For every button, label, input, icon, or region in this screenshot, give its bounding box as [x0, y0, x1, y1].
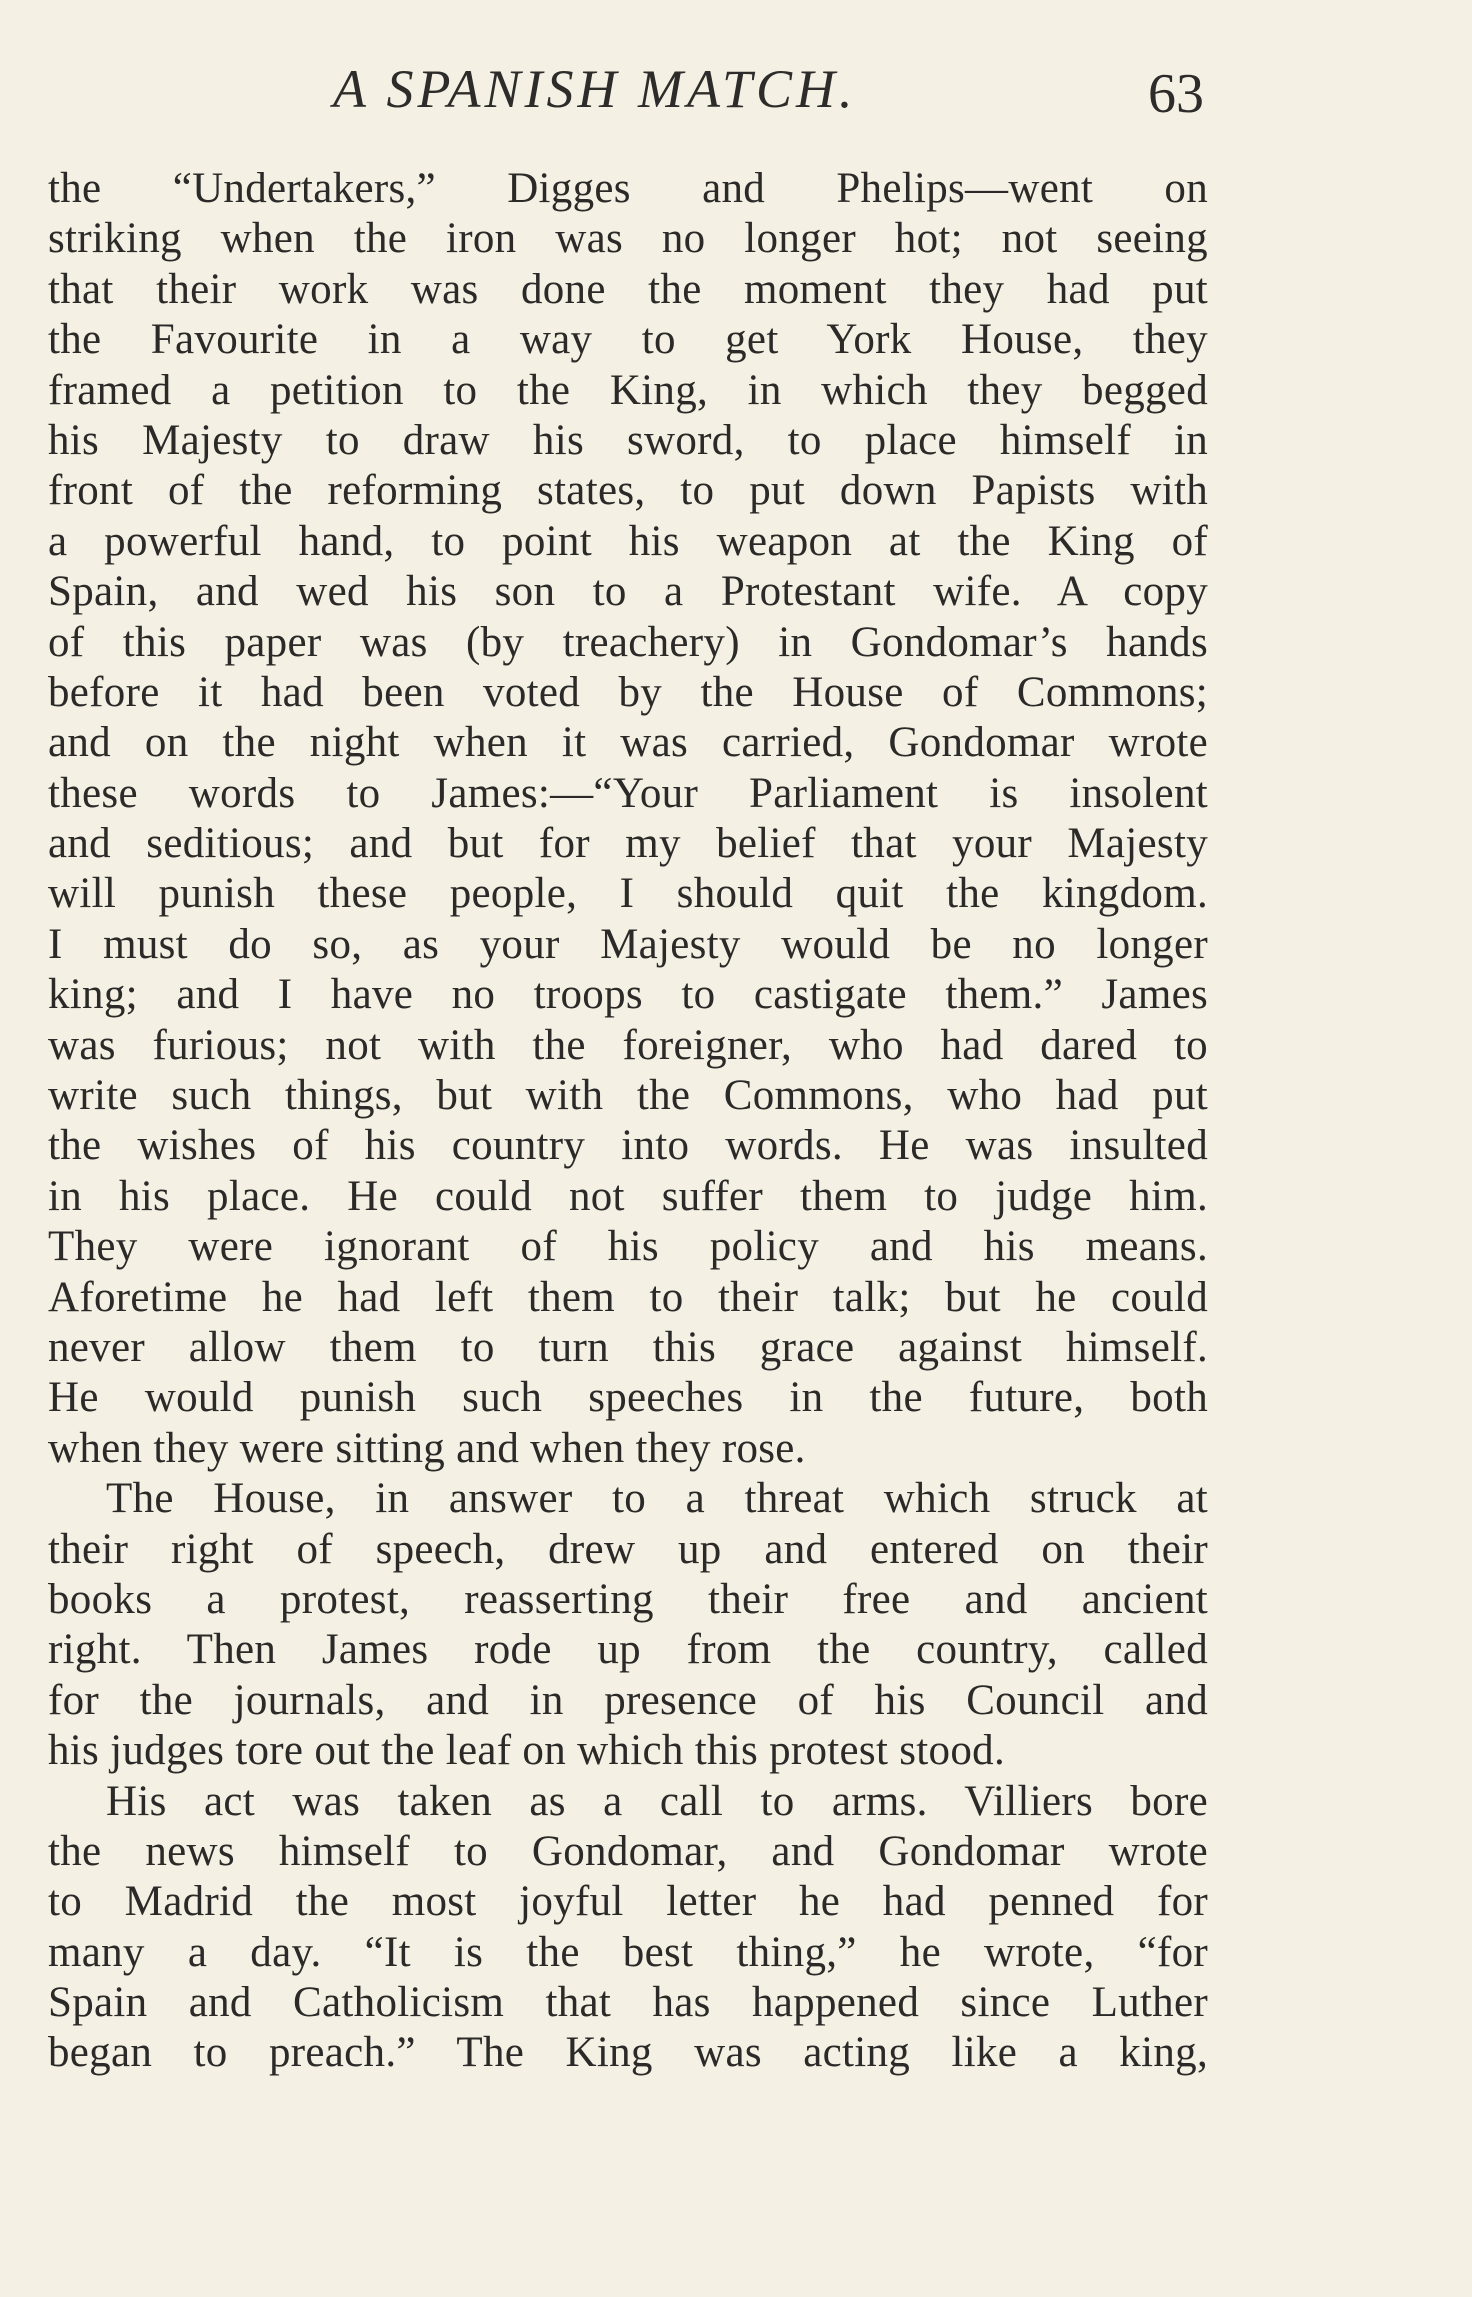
text-line: in his place. He could not suffer them to judge him.: [48, 1172, 1208, 1220]
text-line: front of the reforming states, to put down Papists with: [48, 467, 1208, 515]
running-head: [48, 58, 1208, 128]
text-line: Spain and Catholicism that has happened since Luther: [48, 1979, 1208, 2027]
text-line: for the journals, and in presence of his Council and: [48, 1676, 1208, 1724]
text-line: the wishes of his country into words. He was insulted: [48, 1122, 1208, 1170]
text-line: was furious; not with the foreigner, who had dared to: [48, 1021, 1208, 1069]
page-number: 63: [1148, 63, 1204, 125]
text-line: the news himself to Gondomar, and Gondomar wrote: [48, 1827, 1208, 1875]
text-line: when they were sitting and when they rose.: [48, 1424, 806, 1472]
text-line: I must do so, as your Majesty would be no longer: [48, 920, 1208, 968]
running-title: A SPANISH MATCH.: [333, 59, 857, 119]
text-line: right. Then James rode up from the country, called: [48, 1626, 1208, 1674]
text-line: to Madrid the most joyful letter he had penned for: [48, 1878, 1208, 1926]
text-line: their right of speech, drew up and entered on their: [48, 1525, 1208, 1573]
text-line: striking when the iron was no longer hot; not seeing: [48, 215, 1208, 263]
text-line: a powerful hand, to point his weapon at the King of: [48, 517, 1208, 565]
text-line: king; and I have no troops to castigate them.” James: [48, 971, 1208, 1019]
text-line: and seditious; and but for my belief that your Majesty: [48, 820, 1208, 868]
text-line: his judges tore out the leaf on which this protest stood.: [48, 1727, 1005, 1775]
text-line: They were ignorant of his policy and his means.: [48, 1223, 1208, 1271]
text-line: the Favourite in a way to get York House, they: [48, 316, 1208, 364]
text-line: before it had been voted by the House of Commons;: [48, 668, 1208, 716]
text-line: will punish these people, I should quit the kingdom.: [48, 870, 1208, 918]
text-line: of this paper was (by treachery) in Gondomar’s hands: [48, 618, 1208, 666]
text-line: the “Undertakers,” Digges and Phelips—went on: [48, 165, 1208, 212]
text-line: these words to James:—“Your Parliament is insolent: [48, 769, 1208, 817]
text-line: framed a petition to the King, in which they begged: [48, 366, 1208, 414]
body-text: [48, 164, 1208, 2079]
text-line: and on the night when it was carried, Gondomar wrote: [48, 719, 1208, 767]
text-line: write such things, but with the Commons, who had put: [48, 1072, 1208, 1120]
text-line: that their work was done the moment they had put: [48, 265, 1208, 313]
text-line: Spain, and wed his son to a Protestant wife. A copy: [48, 568, 1208, 616]
text-line: He would punish such speeches in the future, both: [48, 1374, 1208, 1422]
text-line: his Majesty to draw his sword, to place himself in: [48, 416, 1208, 464]
text-line: never allow them to turn this grace against himself.: [48, 1323, 1208, 1371]
text-line: Aforetime he had left them to their talk; but he could: [48, 1273, 1208, 1321]
text-line: His act was taken as a call to arms. Villiers bore: [106, 1777, 1208, 1825]
text-line: many a day. “It is the best thing,” he wrote, “for: [48, 1928, 1208, 1976]
text-line: books a protest, reasserting their free and ancient: [48, 1575, 1208, 1623]
text-line: began to preach.” The King was acting like a king,: [48, 2029, 1208, 2077]
text-line: The House, in answer to a threat which struck at: [106, 1475, 1208, 1523]
